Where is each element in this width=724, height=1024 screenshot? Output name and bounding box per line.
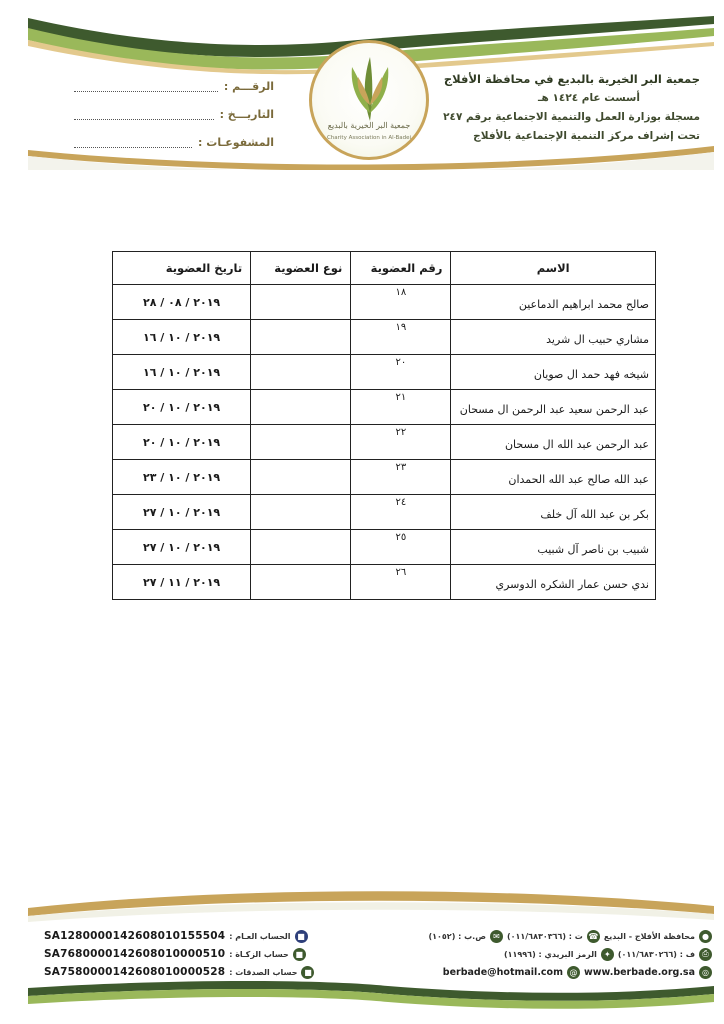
logo-caption-arabic: جمعية البر الخيرية بالبديع (327, 121, 411, 130)
bank-icon: ■ (301, 966, 314, 979)
table-header-row (113, 252, 656, 285)
association-logo (309, 40, 429, 160)
table-row (113, 390, 656, 425)
contact-row-1 (425, 928, 713, 944)
pobox-text: ص.ب : (١٠٥٢) (428, 931, 486, 941)
member-name: صالح محمد ابراهيم الدماعين (451, 285, 656, 320)
postal-icon: ✦ (601, 948, 614, 961)
member-date: ٢٠١٩ / ١٠ / ٢٣ (113, 460, 251, 495)
reference-number-label: الرقـــم : (223, 79, 274, 93)
fax-text: ف : (٠١١/٦٨٣٠٢٦٦) (617, 949, 695, 959)
member-type (251, 565, 351, 600)
supervision-line: تحت إشراف مركز التنمية الإجتماعية بالأفلاج (473, 130, 700, 142)
member-number: ٢٢ (351, 425, 451, 460)
header-membership-number: رقم العضوية (351, 252, 451, 285)
table-row (113, 565, 656, 600)
header-membership-type: نوع العضوية (251, 252, 351, 285)
account-general-value: SA1280000142608010155504 (44, 930, 226, 942)
date-label: التاريـــخ : (219, 107, 274, 121)
member-number: ١٩ (351, 320, 451, 355)
organization-info (440, 70, 700, 146)
member-date: ٢٠١٩ / ١٠ / ٢٠ (113, 425, 251, 460)
member-type (251, 425, 351, 460)
letter-meta-fields (74, 72, 274, 156)
member-type (251, 460, 351, 495)
account-sadaqat-label: حساب الصدقات : (229, 967, 298, 977)
members-table (112, 251, 656, 600)
member-number: ٢٦ (351, 565, 451, 600)
phone-icon: ☎ (588, 931, 599, 941)
table-body (113, 285, 656, 600)
attachments-label: المشفوعـات : (198, 135, 274, 149)
account-zakat-value: SA7680000142608010000510 (44, 948, 226, 960)
member-name: شيخه فهد حمد ال صويان (451, 355, 656, 390)
phone-text: ت : (٠١١/٦٨٣٠٣٦٦) (506, 931, 583, 941)
date-field (74, 100, 274, 128)
member-name: شبيب بن ناصر آل شبيب (451, 530, 656, 565)
dotted-line (74, 81, 218, 92)
table-row (113, 425, 656, 460)
member-date: ٢٠١٩ / ١٠ / ٢٧ (113, 495, 251, 530)
registration-line: مسجلة بوزارة العمل والتنمية الاجتماعية برقم ٢٤٧ (443, 111, 700, 123)
member-name: بكر بن عبد الله آل خلف (451, 495, 656, 530)
founded-line: أسست عام ١٤٢٤ هـ (537, 92, 640, 104)
member-date: ٢٠١٩ / ١١ / ٢٧ (113, 565, 251, 600)
member-type (251, 495, 351, 530)
member-type (251, 390, 351, 425)
member-name: عبد الله صالح عبد الله الحمدان (451, 460, 656, 495)
account-general (44, 928, 308, 944)
member-date: ٢٠١٩ / ٠٨ / ٢٨ (113, 285, 251, 320)
member-number: ١٨ (351, 285, 451, 320)
contact-row-3 (439, 964, 712, 980)
bank-icon: ■ (295, 930, 308, 943)
email-icon: @ (567, 966, 580, 979)
contact-row-2 (500, 946, 712, 962)
member-type (251, 285, 351, 320)
member-date: ٢٠١٩ / ١٠ / ٢٧ (113, 530, 251, 565)
header-name: الاسم (451, 252, 656, 285)
dotted-line (74, 137, 192, 148)
account-sadaqat-value: SA7580000142608010000528 (44, 966, 226, 978)
location-icon: ● (699, 930, 712, 943)
member-name: عبد الرحمن عبد الله ال مسحان (451, 425, 656, 460)
globe-icon: ◎ (699, 966, 712, 979)
account-zakat-label: حساب الزكـاة : (229, 949, 289, 959)
member-type (251, 530, 351, 565)
location-text: محافظة الأفلاج - البديع (603, 931, 695, 941)
member-number: ٢٤ (351, 495, 451, 530)
member-number: ٢٥ (351, 530, 451, 565)
member-name: ندي حسن عمار الشكره الدوسري (451, 565, 656, 600)
member-number: ٢٠ (351, 355, 451, 390)
member-name: عبد الرحمن سعيد عبد الرحمن ال مسحان (451, 390, 656, 425)
organization-name: جمعية البر الخيرية بالبديع في محافظة الأفلاج (443, 72, 700, 86)
member-type (251, 355, 351, 390)
table-row (113, 320, 656, 355)
member-name: مشاري حبيب ال شريد (451, 320, 656, 355)
member-date: ٢٠١٩ / ١٠ / ٢٠ (113, 390, 251, 425)
account-sadaqat (44, 964, 314, 980)
table-row (113, 460, 656, 495)
postal-text: الرمز البريدي : (١١٩٩٦) (503, 949, 597, 959)
fax-icon: ⎙ (699, 948, 712, 961)
table-row (113, 495, 656, 530)
palm-leaf-icon (340, 53, 400, 123)
member-date: ٢٠١٩ / ١٠ / ١٦ (113, 355, 251, 390)
account-zakat (44, 946, 306, 962)
footer-contact-info (40, 928, 714, 982)
account-general-label: الحساب العـام : (229, 931, 291, 941)
logo-caption-english: Charity Association in Al-Badei (326, 135, 412, 141)
table-row (113, 285, 656, 320)
email-link[interactable]: berbade@hotmail.com (442, 966, 563, 978)
reference-number-field (74, 72, 274, 100)
member-type (251, 320, 351, 355)
dotted-line (74, 109, 214, 120)
bank-icon: ■ (293, 948, 306, 961)
member-number: ٢٣ (351, 460, 451, 495)
website-link[interactable]: www.berbade.org.sa (583, 966, 695, 978)
member-number: ٢١ (351, 390, 451, 425)
mailbox-icon: ✉ (490, 930, 503, 943)
table-row (113, 530, 656, 565)
attachments-field (74, 128, 274, 156)
member-date: ٢٠١٩ / ١٠ / ١٦ (113, 320, 251, 355)
header-membership-date: تاريخ العضوية (113, 252, 251, 285)
table-row (113, 355, 656, 390)
